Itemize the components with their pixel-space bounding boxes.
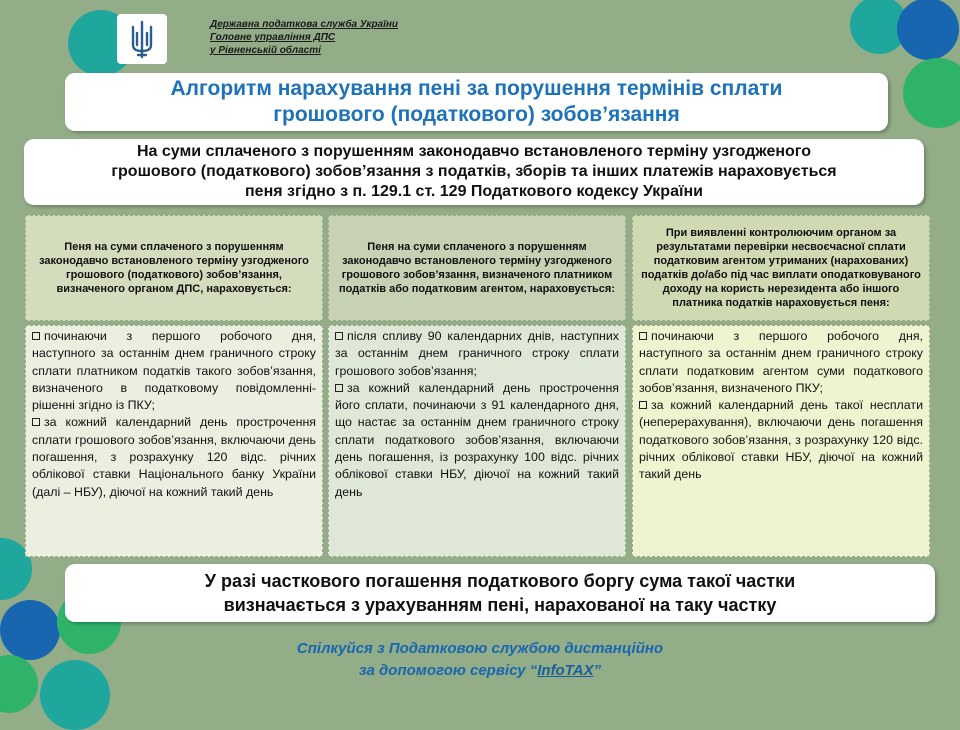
list-item: за кожний календарний день прострочення сплати грошового зобов’язання, включаючи день погашення, з розрахунку 120 відс. річних облікової ставки Національного банку України (далі – НБУ), діючої на кожний такий день [32, 415, 316, 499]
column-header-text: Пеня на суми сплаченого з порушенням законодавчо встановленого терміну узгодженого грошового зобов’язання, визначеного платником податків або податковим агентом, нараховується: [339, 241, 615, 295]
org-line: Державна податкова служба України [210, 19, 399, 30]
subtitle-line: На суми сплаченого з порушенням законодавчо встановленого терміну узгодженого [136, 143, 811, 160]
org-line: Головне управління ДПС [210, 32, 336, 43]
checkbox-bullet-icon [639, 401, 647, 409]
trident-emblem-icon [117, 14, 167, 64]
list-item: за кожний календарний день такої несплати (неперерахування), включаючи день погашення податкового зобов’язання, з розрахунку 120 відс. річних облікової ставки НБУ, діючої на кожний такий день [639, 398, 923, 482]
org-line: у Рівненській області [210, 45, 321, 56]
column-body-tax-agent [632, 325, 930, 557]
column-body-taxpayer [328, 325, 626, 557]
checkbox-bullet-icon [639, 332, 647, 340]
subtitle-line: пеня згідно з п. 129.1 ст. 129 Податкового кодексу України [245, 183, 703, 200]
note-line: У разі часткового погашення податкового боргу сума такої частки [204, 571, 796, 591]
column-header-text: Пеня на суми сплаченого з порушенням законодавчо встановленого терміну узгодженого грошового (податкового) зобов’язання, визначеного органом ДПС, нараховується: [39, 241, 309, 295]
checkbox-bullet-icon [32, 418, 40, 426]
column-body-dps [25, 325, 323, 557]
decor-circle [897, 0, 959, 60]
title-line: Алгоритм нарахування пені за порушення термінів сплати [170, 77, 783, 100]
column-header-dps [25, 215, 323, 321]
list-item: починаючи з першого робочого дня, наступного за останнім днем граничного строку сплати платником податків такого зобов’язання, визначеного в податковому повідомленні-рішенні згідно із ПКУ; [32, 329, 316, 413]
list-item: починаючи з першого робочого дня, наступного за останнім днем граничного строку сплати податковим агентом суми податкового зобов’язання, визначеного ПКУ; [639, 329, 923, 395]
column-header-taxpayer [328, 215, 626, 321]
footer-line: за допомогою сервісу “InfoTAX” [358, 662, 602, 679]
note-line: визначається з урахуванням пені, нарахованої на таку частку [223, 595, 777, 615]
checkbox-bullet-icon [335, 384, 343, 392]
list-item: за кожний календарний день прострочення його сплати, починаючи з 91 календарного дня, що настає за останнім днем граничного строку сплати податкового зобов’язання, включаючи день погашення, із розрахунку 100 відс. річних облікової ставки НБУ, діючої на кожний такий день [335, 380, 619, 499]
partial-payment-note [65, 564, 935, 622]
decor-circle [903, 58, 960, 128]
title-banner [65, 73, 888, 131]
subtitle-banner [24, 139, 924, 205]
checkbox-bullet-icon [32, 332, 40, 340]
checkbox-bullet-icon [335, 332, 343, 340]
footer-promo [0, 638, 960, 682]
column-header-text: При виявленні контролюючим органом за результатами перевірки несвоєчасної сплати податковим агентом утриманих (нарахованих) податків до/або під час виплати оподатковуваного доходу на користь нерезидента або іншого платника податків нараховується пеня: [641, 227, 921, 309]
column-header-tax-agent [632, 215, 930, 321]
infotax-link[interactable]: InfoTAX [537, 662, 594, 679]
title-line: грошового (податкового) зобов’язання [273, 103, 680, 126]
subtitle-line: грошового (податкового) зобов’язання з податків, зборів та інших платежів нараховується [111, 163, 837, 180]
list-item: після спливу 90 календарних днів, наступних за останнім днем граничного строку сплати грошового зобов’язання; [335, 329, 619, 378]
organization-name [210, 18, 398, 57]
footer-line: Спілкуйся з Податковою службою дистанційно [296, 640, 664, 657]
